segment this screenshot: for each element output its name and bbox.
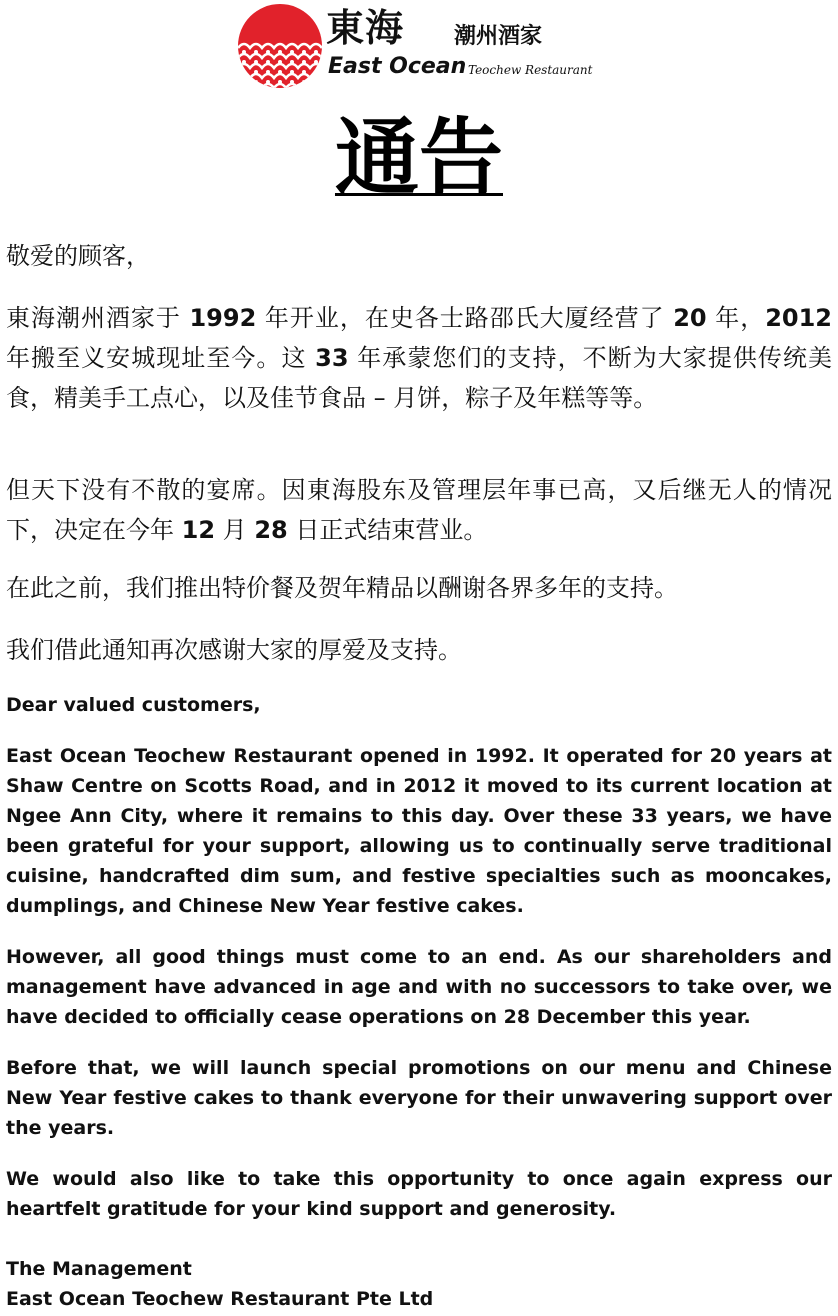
signature-line-1: The Management xyxy=(6,1258,192,1280)
logo-english-name: East Ocean xyxy=(328,54,467,79)
chinese-paragraph-3: 在此之前，我们推出特价餐及贺年精品以酬谢各界多年的支持。 xyxy=(6,574,678,602)
logo-english-subtitle: Teochew Restaurant xyxy=(468,63,593,77)
logo-chinese-name: 東海 xyxy=(326,5,405,50)
english-paragraph-3: Before that, we will launch special promotions on our menu and Chinese New Year festive cakes to thank everyone for their unwavering support over the years. xyxy=(6,1057,832,1139)
english-paragraph-1: East Ocean Teochew Restaurant opened in 1992. It operated for 20 years at Shaw Centre on Scotts Road, and in 2012 it moved to its current location at Ngee Ann City, where it remains to this day. Over these 33 years, we have been grateful for your support, allowing us to continually serve traditional cuisine, handcrafted dim sum, and festive specialties such as mooncakes, dumplings, and Chinese New Year festive cakes. xyxy=(6,745,832,917)
chinese-paragraph-4: 我们借此通知再次感谢大家的厚爱及支持。 xyxy=(6,636,462,664)
chinese-salutation: 敬爱的顾客， xyxy=(6,242,150,270)
restaurant-logo xyxy=(236,2,606,92)
english-paragraph-4: We would also like to take this opportunity to once again express our heartfelt gratitude for your kind support and generosity. xyxy=(6,1168,832,1220)
chinese-paragraph-1: 東海潮州酒家于 1992 年开业，在史各士路邵氏大厦经营了 20 年，2012 年搬至义安城现址至今。这 33 年承蒙您们的支持，不断为大家提供传统美食，精美手工点心，以及佳节食品 – 月饼，粽子及年糕等等。 xyxy=(6,304,832,412)
logo-chinese-subtitle: 潮州酒家 xyxy=(454,23,543,49)
chinese-paragraph-2: 但天下没有不散的宴席。因東海股东及管理层年事已高，又后继无人的情况下，决定在今年 12 月 28 日正式结束营业。 xyxy=(6,476,832,544)
notice-title xyxy=(0,108,838,208)
english-salutation: Dear valued customers, xyxy=(6,694,261,716)
signature-line-2: East Ocean Teochew Restaurant Pte Ltd xyxy=(6,1288,434,1310)
notice-title-text: 通告 xyxy=(334,109,503,207)
english-paragraph-2: However, all good things must come to an end. As our shareholders and management have advanced in age and with no successors to take over, we have decided to officially cease operations on 28 December this year. xyxy=(6,946,832,1028)
sun-wave-logo-icon xyxy=(236,2,326,92)
